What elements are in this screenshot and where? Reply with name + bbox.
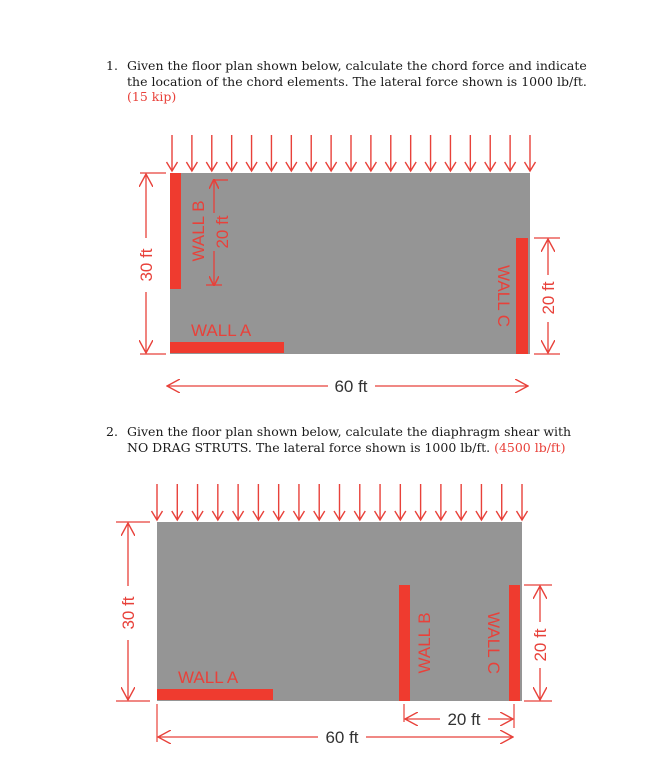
wall-b-2-label: WALL B xyxy=(415,612,434,674)
dim-height-1-label: 30 ft xyxy=(137,248,156,282)
dim-wall-c-1-label: 20 ft xyxy=(539,281,558,315)
dim-span-2-label: 20 ft xyxy=(447,710,481,729)
figure-2 xyxy=(116,484,552,747)
dim-wall-b-1-label: 20 ft xyxy=(213,215,232,249)
problem-1-answer: (15 kip) xyxy=(127,89,177,104)
wall-c-1 xyxy=(516,238,528,354)
dim-width-2-label: 60 ft xyxy=(325,728,359,747)
problem-2-text: Given the floor plan shown below, calculate the diaphragm shear with NO DRAG STRUTS. The lateral force shown is 1000 lb/ft. xyxy=(127,424,572,455)
wall-c-1-label: WALL C xyxy=(494,264,513,328)
load-arrows-1 xyxy=(167,135,536,171)
dim-height-2-label: 30 ft xyxy=(119,596,138,630)
dim-wall-c-2-label: 20 ft xyxy=(531,628,550,662)
figure-1 xyxy=(137,135,560,396)
problem-1-number: 1. xyxy=(106,58,118,73)
wall-b-1 xyxy=(170,173,181,289)
dim-width-1-label: 60 ft xyxy=(334,377,368,396)
problem-2-answer: (4500 lb/ft) xyxy=(494,439,566,455)
problem-1-text: Given the floor plan shown below, calculate the chord force and indicate the location of the chord elements. The lateral force shown is 1000 lb/ft. xyxy=(127,58,587,89)
load-arrows-2 xyxy=(152,484,528,520)
wall-b-2 xyxy=(399,585,410,701)
wall-a-2 xyxy=(157,689,273,700)
wall-a-1 xyxy=(170,342,284,353)
wall-c-2-label: WALL C xyxy=(484,611,503,675)
wall-c-2 xyxy=(509,585,520,701)
problem-2-number: 2. xyxy=(106,424,118,439)
wall-b-1-label: WALL B xyxy=(189,200,208,262)
wall-a-1-label: WALL A xyxy=(191,321,252,340)
wall-a-2-label: WALL A xyxy=(178,668,239,687)
